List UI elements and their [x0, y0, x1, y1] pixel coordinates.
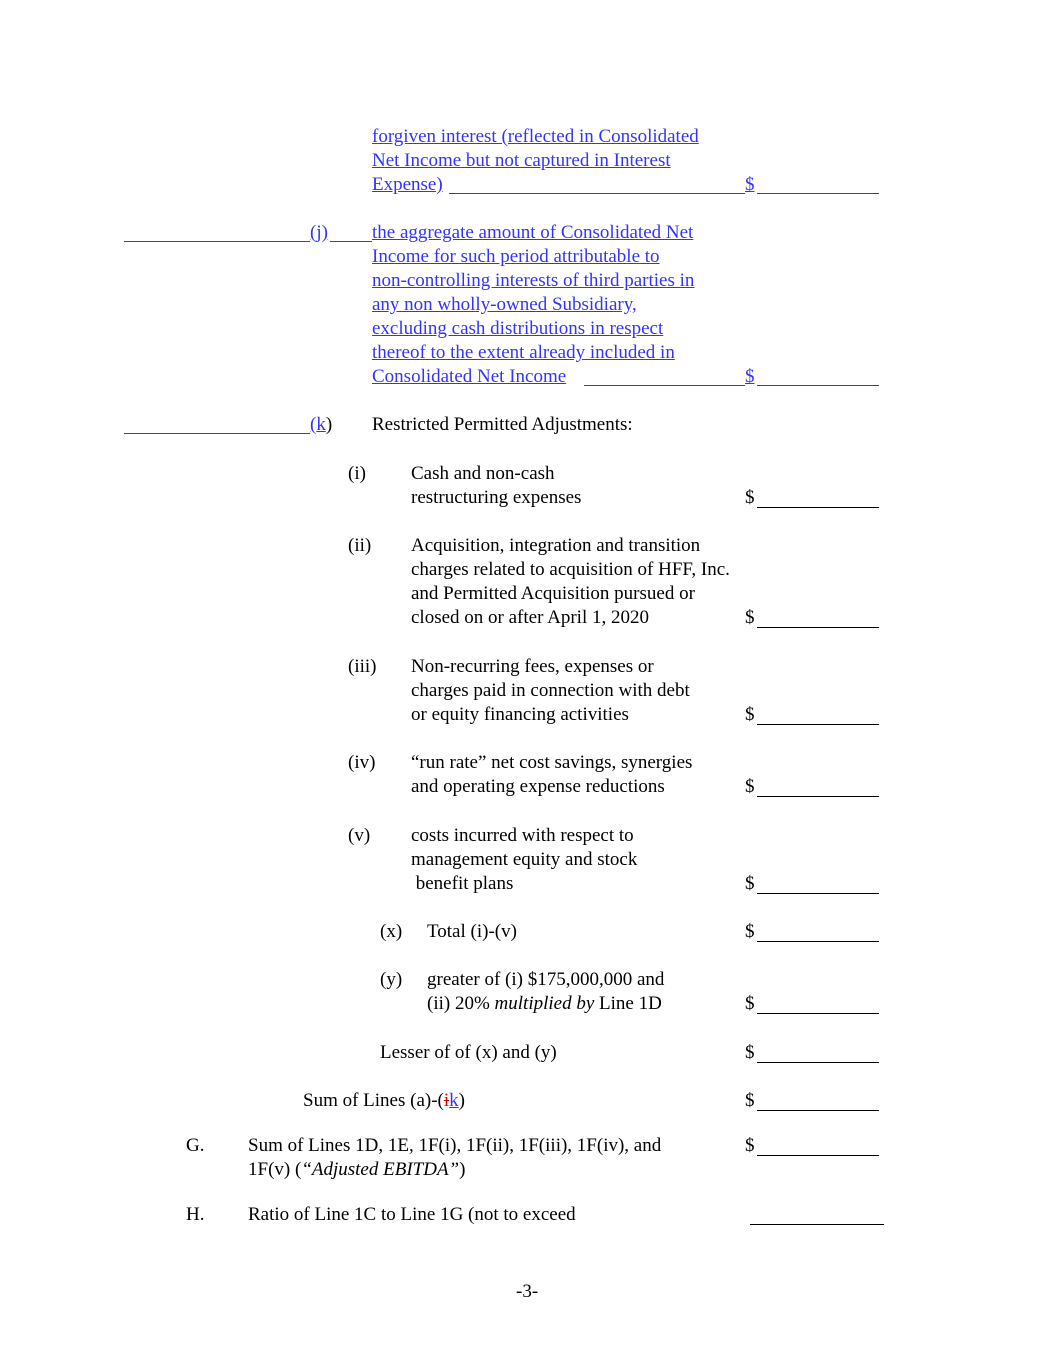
greater-y-amount-blank — [757, 1013, 879, 1014]
item-j-marker: (j) — [310, 222, 328, 243]
sub-item-i-amount-symbol: $ — [745, 487, 755, 508]
line-g-amount-symbol: $ — [745, 1135, 755, 1156]
total-x-label: Total (i)-(v) — [427, 921, 517, 942]
item-j-line-3: non-controlling interests of third parties in — [372, 270, 695, 291]
sub-item-ii-marker: (ii) — [348, 535, 372, 556]
sum-lines-amount-blank — [757, 1110, 879, 1111]
item-i-line-1: forgiven interest (reflected in Consolidated — [372, 126, 699, 147]
line-g-adjusted-ebitda: “Adjusted EBITDA” — [301, 1159, 460, 1180]
greater-y-amount-symbol: $ — [745, 993, 755, 1014]
sum-lines-deleted: i — [443, 1090, 450, 1111]
sub-item-i-marker: (i) — [348, 463, 366, 484]
sum-lines-inserted: k — [449, 1090, 459, 1111]
sub-item-iv-marker: (iv) — [348, 752, 376, 773]
item-j-amount-symbol: $ — [745, 366, 755, 387]
sub-item-iii-amount-symbol: $ — [745, 704, 755, 725]
greater-y-line-2-post: Line 1D — [594, 993, 662, 1014]
sub-item-i-line-2: restructuring expenses — [411, 487, 582, 508]
greater-y-line-2-pre: (ii) 20% — [427, 993, 495, 1014]
greater-y-marker: (y) — [380, 969, 403, 990]
sub-item-v-marker: (v) — [348, 825, 371, 846]
item-k-marker-letter: k — [316, 414, 326, 435]
sum-lines-pre: Sum of Lines (a)-( — [303, 1090, 444, 1111]
sub-item-v-line-3: benefit plans — [411, 873, 514, 894]
sub-item-iii-marker: (iii) — [348, 656, 377, 677]
sub-item-ii-amount-blank — [757, 627, 879, 628]
line-g-amount-blank — [757, 1155, 879, 1156]
sub-item-iii-line-2: charges paid in connection with debt — [411, 680, 690, 701]
sub-item-iv-amount-symbol: $ — [745, 776, 755, 797]
sub-item-iv-amount-blank — [757, 796, 879, 797]
greater-y-line-2 — [427, 992, 662, 1016]
line-g-line-2-pre: 1F(v) ( — [248, 1159, 302, 1180]
sub-item-v-amount-blank — [757, 893, 879, 894]
total-x-amount-blank — [757, 941, 879, 942]
item-i-line-2: Net Income but not captured in Interest — [372, 150, 671, 171]
inserted-tab-underline — [584, 385, 745, 386]
item-k-marker-close: ) — [325, 414, 333, 435]
inserted-indent-underline — [124, 241, 310, 242]
sub-item-v-line-1: costs incurred with respect to — [411, 825, 634, 846]
item-j-line-6: thereof to the extent already included in — [372, 342, 675, 363]
line-g-marker: G. — [186, 1135, 205, 1156]
item-j-line-7: Consolidated Net Income — [372, 366, 567, 387]
item-k-marker — [310, 413, 332, 437]
lesser-label: Lesser of of (x) and (y) — [380, 1042, 557, 1063]
sub-item-iv-line-1: “run rate” net cost savings, synergies — [411, 752, 693, 773]
item-j-line-5: excluding cash distributions in respect — [372, 318, 664, 339]
line-g-line-2-post: ) — [459, 1159, 466, 1180]
line-h-text: Ratio of Line 1C to Line 1G (not to exceed — [248, 1204, 576, 1225]
inserted-indent-underline — [124, 433, 310, 434]
sub-item-iii-amount-blank — [757, 724, 879, 725]
lesser-amount-blank — [757, 1062, 879, 1063]
sub-item-ii-line-3: and Permitted Acquisition pursued or — [411, 583, 695, 604]
item-k-title: Restricted Permitted Adjustments: — [372, 414, 633, 435]
item-i-amount-blank — [757, 193, 879, 194]
item-j-amount-blank — [757, 385, 879, 386]
item-k-marker-open: ( — [310, 414, 317, 435]
sub-item-iii-line-3: or equity financing activities — [411, 704, 629, 725]
sum-lines-post: ) — [458, 1090, 465, 1111]
sub-item-ii-amount-symbol: $ — [745, 607, 755, 628]
sub-item-v-amount-symbol: $ — [745, 873, 755, 894]
sub-item-ii-line-2: charges related to acquisition of HFF, Inc. — [411, 559, 730, 580]
lesser-amount-symbol: $ — [745, 1042, 755, 1063]
item-i-amount-symbol: $ — [745, 174, 755, 195]
item-j-line-4: any non wholly-owned Subsidiary, — [372, 294, 637, 315]
total-x-amount-symbol: $ — [745, 921, 755, 942]
greater-y-line-2-italic: multiplied by — [494, 993, 595, 1014]
sub-item-iv-line-2: and operating expense reductions — [411, 776, 665, 797]
sum-lines-amount-symbol: $ — [745, 1090, 755, 1111]
line-g-line-2 — [248, 1158, 465, 1182]
sub-item-ii-line-4: closed on or after April 1, 2020 — [411, 607, 649, 628]
item-j-line-2: Income for such period attributable to — [372, 246, 660, 267]
sub-item-i-amount-blank — [757, 507, 879, 508]
sub-item-v-line-2: management equity and stock — [411, 849, 638, 870]
inserted-tab-underline — [449, 193, 745, 194]
greater-y-line-1: greater of (i) $175,000,000 and — [427, 969, 665, 990]
sum-lines-label — [303, 1089, 465, 1113]
page-number: -3- — [516, 1281, 539, 1302]
sub-item-i-line-1: Cash and non-cash — [411, 463, 555, 484]
item-i-line-3: Expense) — [372, 174, 443, 195]
sub-item-iii-line-1: Non-recurring fees, expenses or — [411, 656, 654, 677]
line-h-ratio-blank — [750, 1224, 884, 1225]
inserted-tab-underline — [330, 241, 372, 242]
line-h-marker: H. — [186, 1204, 205, 1225]
sub-item-ii-line-1: Acquisition, integration and transition — [411, 535, 701, 556]
item-j-line-1: the aggregate amount of Consolidated Net — [372, 222, 694, 243]
line-g-line-1: Sum of Lines 1D, 1E, 1F(i), 1F(ii), 1F(iii), 1F(iv), and — [248, 1135, 662, 1156]
total-x-marker: (x) — [380, 921, 403, 942]
